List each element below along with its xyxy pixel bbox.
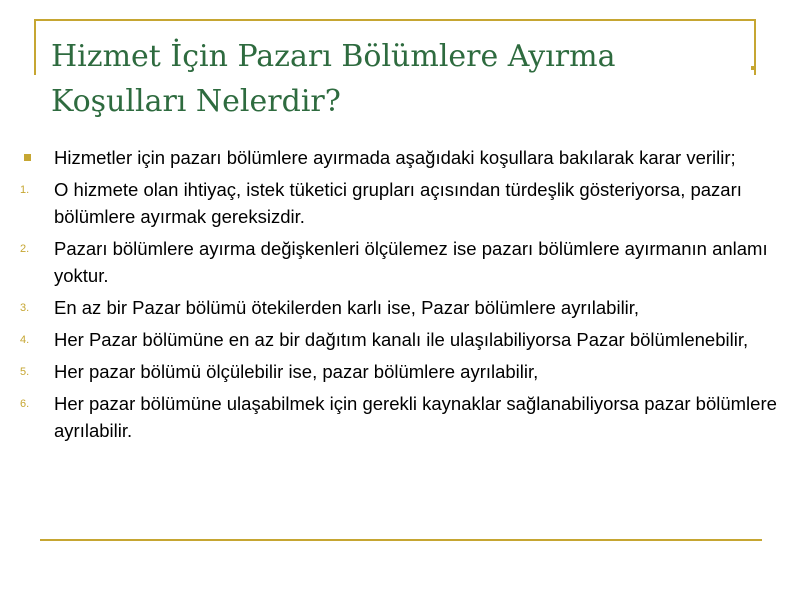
footer-rule (40, 539, 762, 541)
slide-content (20, 144, 780, 449)
list-item-text: Her pazar bölümü ölçülebilir ise, pazar bölümlere ayrılabilir, (54, 361, 539, 382)
list-number: 6. (20, 398, 30, 410)
list-item (20, 176, 780, 230)
list-item-text: O hizmete olan ihtiyaç, istek tüketici grupları açısından türdeşlik gösteriyorsa, pazarı bölümlere ayırmak gereksizdir. (54, 179, 742, 227)
title-accent-dot (751, 66, 755, 70)
list-number: 5. (20, 366, 30, 378)
list-item-text: Pazarı bölümlere ayırma değişkenleri ölçülemez ise pazarı bölümlere ayırmanın anlamı yoktur. (54, 238, 768, 286)
list-number: 1. (20, 184, 30, 196)
list-number: 4. (20, 334, 30, 346)
list-item (20, 294, 780, 321)
list-item (20, 390, 780, 444)
list-item-text: Her Pazar bölümüne en az bir dağıtım kanalı ile ulaşılabiliyorsa Pazar bölümlenebilir, (54, 329, 749, 350)
title-frame-top-rule (34, 19, 756, 21)
slide-title: Hizmet İçin Pazarı Bölümlere Ayırma Koşulları Nelerdir? (51, 39, 616, 119)
square-bullet-icon (24, 154, 31, 161)
title-frame-left-rule (34, 19, 36, 75)
list-item (20, 358, 780, 385)
intro-bullet (20, 144, 780, 171)
list-item (20, 235, 780, 289)
list-number: 3. (20, 302, 30, 314)
intro-text: Hizmetler için pazarı bölümlere ayırmada aşağıdaki koşullara bakılarak karar verilir; (54, 147, 736, 168)
list-item-text: Her pazar bölümüne ulaşabilmek için gerekli kaynaklar sağlanabiliyorsa pazar bölümlere ayrılabilir. (54, 393, 777, 441)
list-item-text: En az bir Pazar bölümü ötekilerden karlı ise, Pazar bölümlere ayrılabilir, (54, 297, 640, 318)
list-item (20, 326, 780, 353)
list-number: 2. (20, 243, 30, 255)
